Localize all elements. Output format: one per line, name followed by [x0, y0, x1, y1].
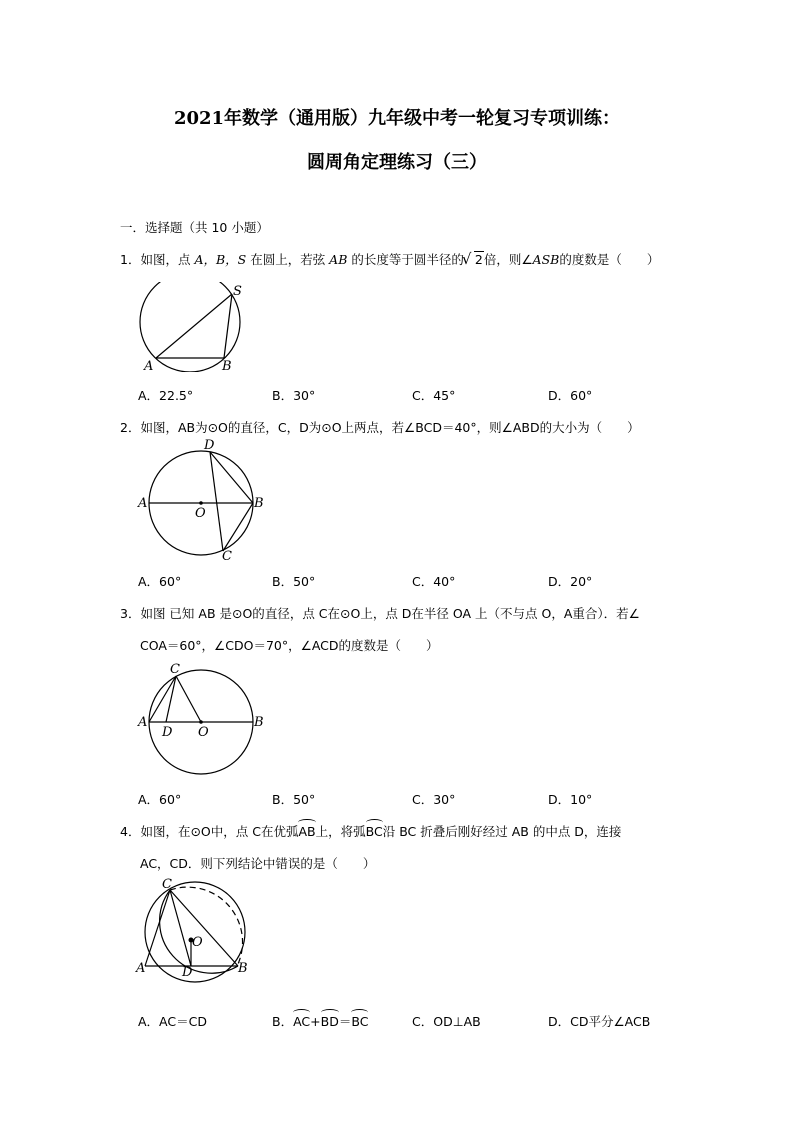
question-3-line2: COA＝60°，∠CDO＝70°，∠ACD的度数是（ ）: [140, 638, 439, 653]
q1-option-b[interactable]: B．30°: [272, 388, 316, 403]
label-O: O: [195, 506, 206, 521]
figure-q3: [134, 660, 264, 776]
q2-option-a[interactable]: A．60°: [138, 574, 182, 589]
question-3-line1: 3．如图 已知 AB 是⊙O的直径，点 C在⊙O上，点 D在半径 OA 上（不与点 O，A重合）．若∠: [120, 606, 640, 621]
label-A: A: [138, 496, 148, 511]
label-C: C: [170, 662, 180, 677]
question-4-line1: 4．如图，在⊙O中，点 C在优弧AB上，将弧BC沿 BC 折叠后刚好经过 AB 的中点 D，连接: [120, 824, 622, 839]
arc-AB: AB: [298, 824, 316, 839]
figure-q1: [130, 282, 250, 372]
arc-AC: AC: [293, 1014, 311, 1029]
label-A: A: [138, 715, 148, 730]
label-D: D: [162, 725, 173, 740]
q4-option-c[interactable]: C．OD⊥AB: [412, 1014, 481, 1029]
label-B: B: [254, 715, 264, 730]
label-O: O: [192, 935, 203, 950]
label-O: O: [198, 725, 209, 740]
label-D: D: [182, 965, 193, 980]
arc-BC: BC: [365, 824, 383, 839]
doc-title-line1: 2021年数学（通用版）九年级中考一轮复习专项训练：: [173, 108, 621, 129]
q3-option-a[interactable]: A．60°: [138, 792, 182, 807]
q1-option-c[interactable]: C．45°: [412, 388, 456, 403]
figure-q2: [134, 436, 264, 564]
q3-option-b[interactable]: B．50°: [272, 792, 316, 807]
q2-option-b[interactable]: B．50°: [272, 574, 316, 589]
question-1: 1．如图，点 A，B，S 在圆上，若弦 AB 的长度等于圆半径的√ 2倍，则∠ASB的度数是（ ）: [120, 250, 659, 268]
figure-q4: [134, 876, 264, 984]
q4-option-b[interactable]: B．AC+BD＝BC: [272, 1014, 369, 1029]
label-B: B: [238, 961, 248, 976]
label-D: D: [204, 438, 215, 453]
label-C: C: [162, 877, 172, 892]
label-A: A: [136, 961, 146, 976]
arc-BC-option: BC: [351, 1014, 369, 1029]
q1-option-a[interactable]: A．22.5°: [138, 388, 194, 403]
q3-option-c[interactable]: C．30°: [412, 792, 456, 807]
label-S: S: [233, 284, 242, 299]
section-heading: 一．选择题（共 10 小题）: [120, 220, 269, 235]
question-2: 2．如图，AB为⊙O的直径，C，D为⊙O上两点，若∠BCD＝40°，则∠ABD的大小为（ ）: [120, 420, 640, 435]
label-B: B: [222, 359, 232, 372]
arc-BD: BD: [320, 1014, 339, 1029]
q3-option-d[interactable]: D．10°: [548, 792, 593, 807]
question-4-line2: AC，CD．则下列结论中错误的是（ ）: [140, 856, 376, 871]
q2-option-d[interactable]: D．20°: [548, 574, 593, 589]
doc-title-line2: 圆周角定理练习（三）: [307, 152, 487, 173]
label-C: C: [222, 549, 232, 564]
label-B: B: [254, 496, 264, 511]
q4-option-a[interactable]: A．AC＝CD: [138, 1014, 207, 1029]
q4-option-d[interactable]: D．CD平分∠ACB: [548, 1014, 651, 1029]
q1-option-d[interactable]: D．60°: [548, 388, 593, 403]
q2-option-c[interactable]: C．40°: [412, 574, 456, 589]
label-A: A: [144, 359, 154, 372]
sqrt-symbol: √ 2: [464, 252, 484, 267]
